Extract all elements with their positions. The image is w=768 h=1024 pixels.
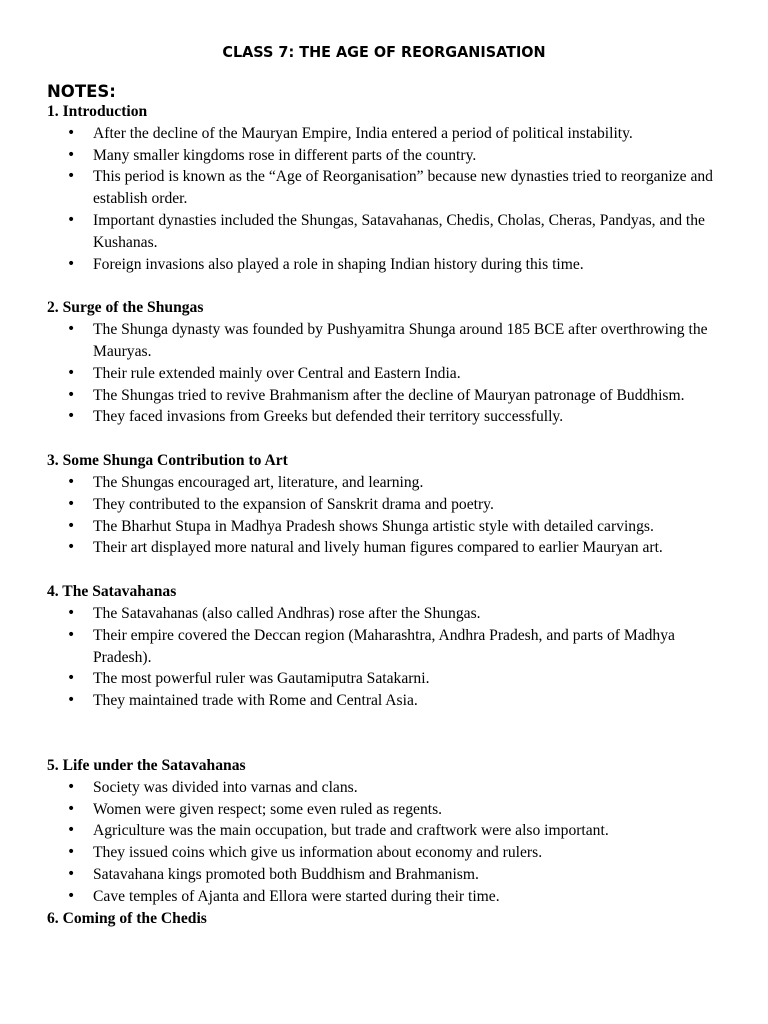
section-spacer [47, 428, 737, 450]
bullet-item: • Society was divided into varnas and clans. [47, 777, 737, 799]
bullet-item: • They maintained trade with Rome and Central Asia. [47, 690, 737, 712]
bullet-list [47, 472, 737, 559]
bullet-item: • They issued coins which give us information about economy and rulers. [47, 842, 737, 864]
bullet-item: • Satavahana kings promoted both Buddhism and Brahmanism. [47, 864, 737, 886]
section-heading: 1. Introduction [47, 103, 148, 120]
section-spacer [47, 275, 737, 297]
section-introduction [47, 101, 737, 275]
bullet-item: • The most powerful ruler was Gautamiputra Satakarni. [47, 668, 737, 690]
section-heading: 3. Some Shunga Contribution to Art [47, 452, 288, 470]
bullet-item: • Their rule extended mainly over Central and Eastern India. [47, 363, 737, 385]
section-surge-of-shungas [47, 297, 737, 428]
bullet-item: • Women were given respect; some even ruled as regents. [47, 799, 737, 821]
bullet-item: • The Bharhut Stupa in Madhya Pradesh shows Shunga artistic style with detailed carvings. [47, 516, 737, 538]
bullet-item: • They faced invasions from Greeks but defended their territory successfully. [47, 406, 737, 428]
section-heading: 6. Coming of the Chedis [47, 909, 207, 927]
section-life-under-satavahanas [47, 755, 737, 908]
section-heading: 2. Surge of the Shungas [47, 299, 204, 317]
section-heading: 4. The Satavahanas [47, 583, 177, 601]
bullet-item: • The Shunga dynasty was founded by Pushyamitra Shunga around 185 BCE after overthrowing the Mauryas. [47, 319, 737, 363]
bullet-list [47, 777, 737, 908]
notes-label-colon: : [109, 82, 116, 101]
bullet-item: • They contributed to the expansion of Sanskrit drama and poetry. [47, 494, 737, 516]
bullet-list [47, 319, 737, 428]
section-shunga-art [47, 450, 737, 559]
section-spacer [47, 559, 737, 581]
bullet-item: • Foreign invasions also played a role in shaping Indian history during this time. [47, 254, 737, 276]
bullet-item: • Their art displayed more natural and lively human figures compared to earlier Mauryan art. [47, 537, 737, 559]
bullet-item: • The Satavahanas (also called Andhras) rose after the Shungas. [47, 603, 737, 625]
section-satavahanas [47, 581, 737, 712]
bullet-item: • After the decline of the Mauryan Empire, India entered a period of political instability. [47, 123, 737, 145]
bullet-item: • The Shungas tried to revive Brahmanism after the decline of Mauryan patronage of Buddhism. [47, 385, 737, 407]
section-spacer [47, 712, 737, 755]
bullet-item: • This period is known as the “Age of Reorganisation” because new dynasties tried to reorganize and establish order. [47, 166, 737, 210]
bullet-list [47, 123, 737, 276]
section-coming-of-chedis [47, 908, 737, 930]
bullet-item: • Many smaller kingdoms rose in different parts of the country. [47, 145, 737, 167]
bullet-item: • Their empire covered the Deccan region (Maharashtra, Andhra Pradesh, and parts of Madhya Pradesh). [47, 625, 737, 669]
bullet-item: • Agriculture was the main occupation, but trade and craftwork were also important. [47, 820, 737, 842]
bullet-item: • The Shungas encouraged art, literature, and learning. [47, 472, 737, 494]
notes-content [47, 101, 737, 929]
notes-label [47, 82, 116, 101]
bullet-item: • Important dynasties included the Shungas, Satavahanas, Chedis, Cholas, Cheras, Pandyas, and the Kushanas. [47, 210, 737, 254]
bullet-item: • Cave temples of Ajanta and Ellora were started during their time. [47, 886, 737, 908]
document-title: CLASS 7: THE AGE OF REORGANISATION [222, 43, 546, 61]
section-heading: 5. Life under the Satavahanas [47, 756, 246, 774]
bullet-list [47, 603, 737, 712]
notes-label-text: NOTES [47, 82, 110, 101]
